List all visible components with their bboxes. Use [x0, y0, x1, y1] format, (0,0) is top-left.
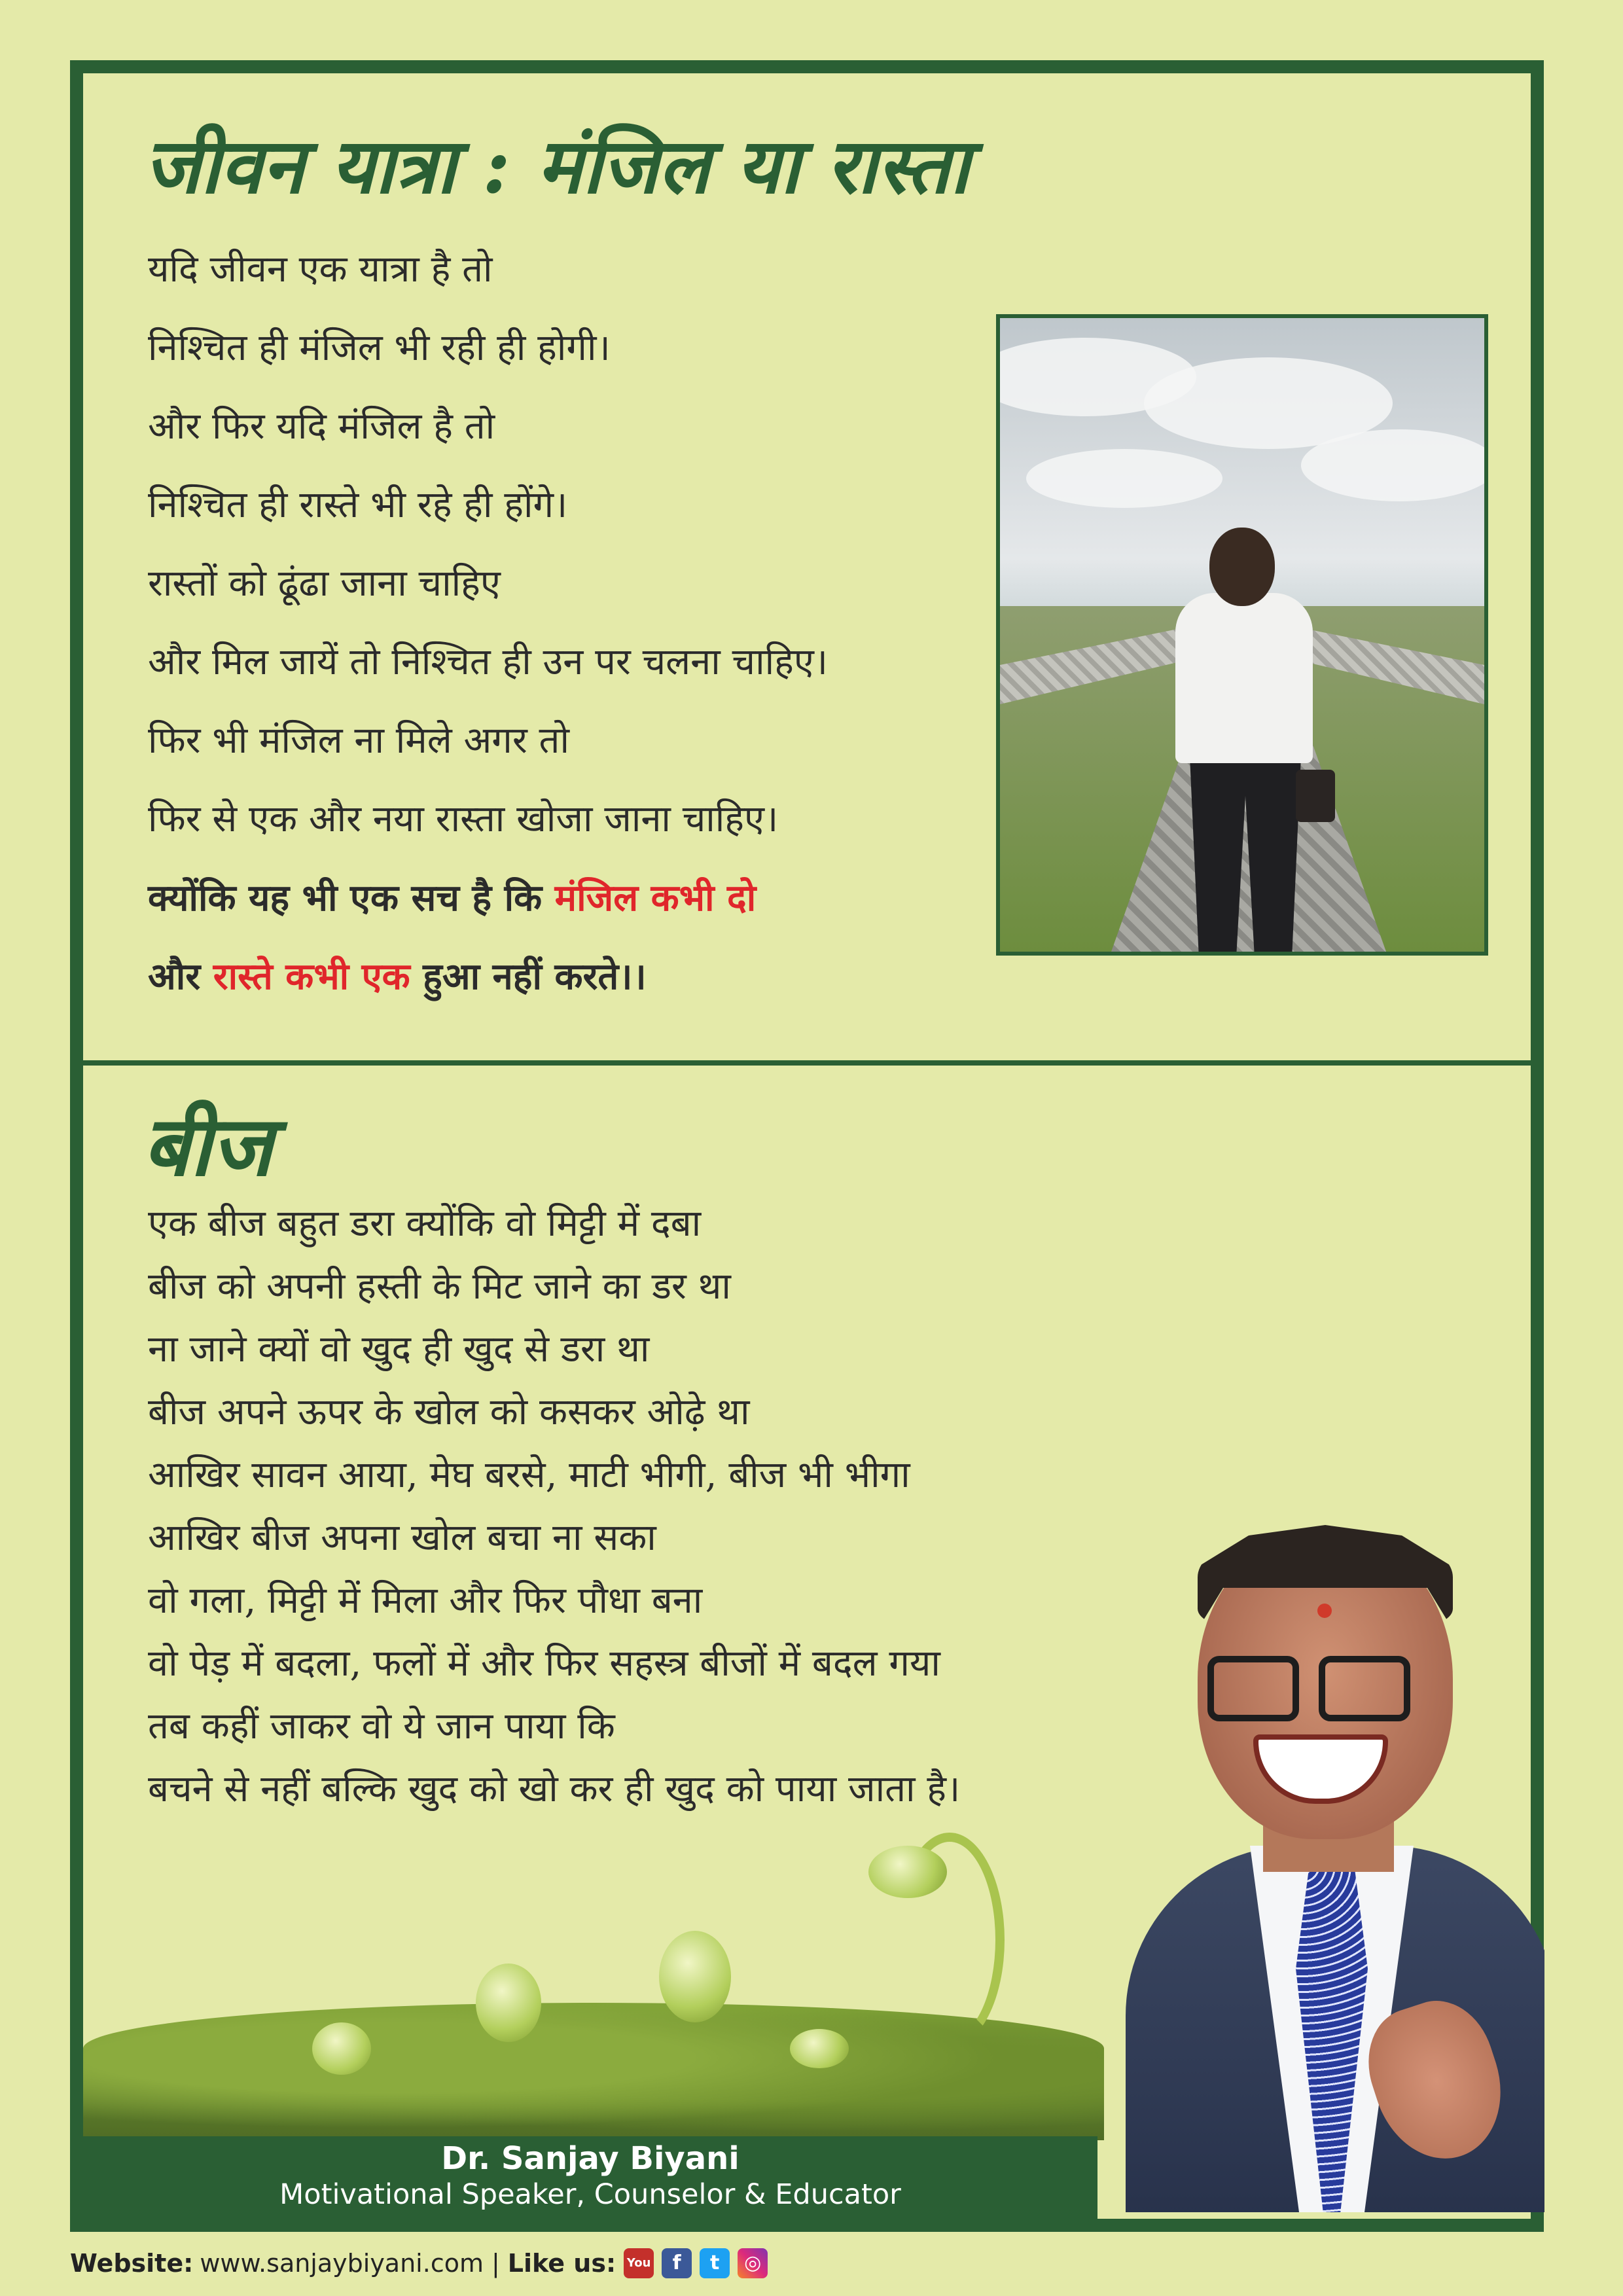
poem2-line: बीज अपने ऊपर के खोल को कसकर ओढ़े था: [148, 1391, 750, 1433]
twitter-icon[interactable]: t: [700, 2248, 730, 2278]
poem2-line: ना जाने क्यों वो खुद ही खुद से डरा था: [148, 1328, 650, 1371]
website-label: Website:: [70, 2249, 194, 2278]
poem2-line: एक बीज बहुत डरा क्योंकि वो मिट्टी में दबा: [148, 1202, 702, 1245]
poem2-line: वो गला, मिट्टी में मिला और फिर पौधा बना: [148, 1579, 703, 1622]
poem1-line: यदि जीवन एक यात्रा है तो: [148, 248, 493, 291]
poem1-line: निश्चित ही रास्ते भी रहे ही होंगे।: [148, 484, 568, 526]
poem1-line-highlight: [148, 950, 828, 1029]
poem2-line: बीज को अपनी हस्ती के मिट जाने का डर था: [148, 1265, 731, 1308]
poem2-body: [148, 1198, 960, 1826]
poem1-line9-part: क्योंकि यह भी एक सच है कि: [148, 876, 555, 920]
poem1-line: रास्तों को ढूंढा जाना चाहिए: [148, 562, 501, 605]
poem1-line: और फिर यदि मंजिल है तो: [148, 405, 495, 448]
seedling-illustration: [83, 1833, 1104, 2140]
poem1-line10-end: हुआ नहीं करते।।: [410, 955, 647, 998]
facebook-icon[interactable]: f: [662, 2248, 692, 2278]
speaker-portrait: [1099, 1505, 1544, 2212]
poem1-line: और मिल जायें तो निश्चित ही उन पर चलना चाहिए।: [148, 641, 829, 683]
speaker-role: Motivational Speaker, Counselor & Educator: [279, 2178, 901, 2211]
speaker-name-band: [83, 2136, 1097, 2219]
poem2-line: वो पेड़ में बदला, फलों में और फिर सहस्त्र बीजों में बदल गया: [148, 1642, 940, 1685]
youtube-icon[interactable]: You: [624, 2248, 654, 2278]
poem2-line: आखिर सावन आया, मेघ बरसे, माटी भीगी, बीज भी भीगा: [148, 1454, 910, 1496]
poem2-line: बचने से नहीं बल्कि खुद को खो कर ही खुद को पाया जाता है।: [148, 1768, 961, 1810]
poem2-line: आखिर बीज अपना खोल बचा ना सका: [148, 1516, 656, 1559]
poem1-line: निश्चित ही मंजिल भी रही ही होगी।: [148, 327, 611, 369]
like-label: Like us:: [507, 2249, 616, 2278]
poem1-line10-red: रास्ते कभी एक: [213, 955, 410, 998]
poem2-title: बीज: [143, 1098, 273, 1194]
poem1-line: फिर से एक और नया रास्ता खोजा जाना चाहिए।: [148, 798, 779, 840]
poem2-line: तब कहीं जाकर वो ये जान पाया कि: [148, 1705, 615, 1748]
footer-links: [70, 2244, 768, 2283]
poem1-line-highlight: [148, 872, 828, 950]
poem1-line10-part: और: [148, 955, 213, 998]
speaker-name: Dr. Sanjay Biyani: [441, 2140, 740, 2177]
poem1-body: [148, 243, 828, 1029]
poem1-line9-red: मंजिल कभी दो: [554, 876, 757, 920]
separator: |: [491, 2249, 500, 2278]
website-link[interactable]: www.sanjaybiyani.com: [200, 2249, 484, 2278]
poem1-title: जीवन यात्रा : मंजिल या रास्ता: [144, 122, 970, 211]
instagram-icon[interactable]: ◎: [738, 2248, 768, 2278]
poem1-line: फिर भी मंजिल ना मिले अगर तो: [148, 719, 569, 762]
crossroads-photo: [996, 314, 1488, 956]
section-divider: [83, 1060, 1544, 1066]
